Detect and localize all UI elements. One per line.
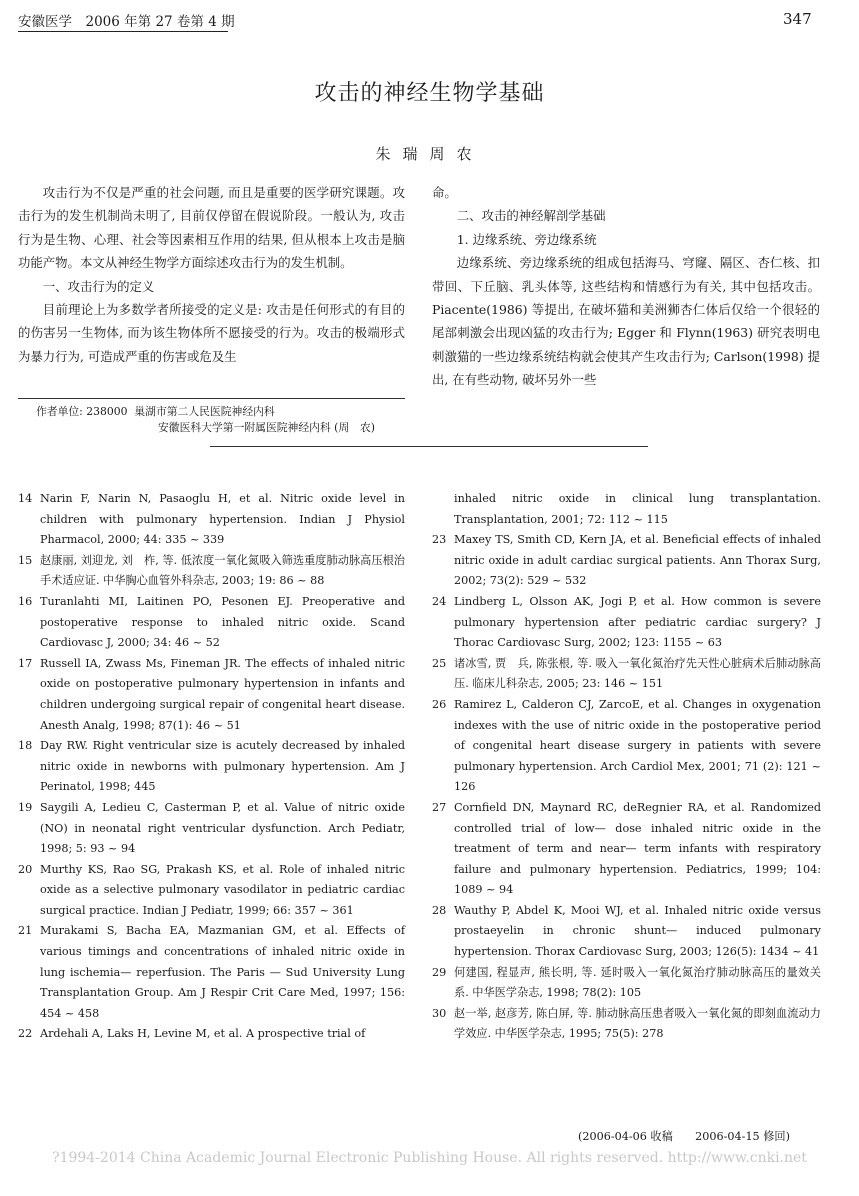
reference-number: 23 (432, 533, 447, 547)
article-authors: 朱瑞周农 (375, 145, 484, 163)
reference-item (18, 798, 405, 860)
body-left-column (18, 181, 405, 368)
reference-text: Cornfield DN, Maynard RC, deRegnier RA, et al. Randomized controlled trial of low— dose inhaled nitric oxide in the treatment of term and near— term infants with respiratory failure and pulmonary hypertension. Pediatrics, 1999; 104: 1089 ~ 94 (454, 800, 821, 897)
reference-number: 25 (432, 656, 447, 670)
reference-number: 27 (432, 800, 447, 814)
article-title: 攻击的神经生物学基础 (314, 81, 545, 106)
copyright-watermark: ?1994-2014 China Academic Journal Electronic Publishing House. All rights reserved. http://www.cnki.net (52, 1150, 807, 1166)
reference-item (18, 860, 405, 922)
reference-item (432, 901, 821, 963)
reference-text: 赵一举, 赵彦芳, 陈白屏, 等. 肺动脉高压患者吸入一氧化氮的即刻血流动力学效应. 中华医学杂志, 1995; 75(5): 278 (454, 1006, 821, 1041)
reference-number: 14 (18, 492, 33, 505)
reference-text: Saygili A, Ledieu C, Casterman P, et al. Value of nitric oxide (NO) in neonatal right ventricular dysfunction. Arch Pediatr, 1998; 5: 93 ~ 94 (40, 800, 405, 856)
reference-item (18, 489, 405, 551)
reference-number: 22 (18, 1027, 33, 1041)
body-paragraph-continued: 命。 (432, 185, 457, 200)
reference-text: Turanlahti MI, Laitinen PO, Pesonen EJ. Preoperative and postoperative response to inhaled nitric oxide. Scand Cardiovasc J, 2000; 34: 46 ~ 52 (40, 594, 405, 650)
reference-text: Murthy KS, Rao SG, Prakash KS, et al. Role of inhaled nitric oxide as a selective pulmonary vasodilator in pediatric cardiac surgical practice. Indian J Pediatr, 1999; 66: 357 ~ 361 (40, 862, 405, 917)
section-heading: 二、攻击的神经解剖学基础 (456, 208, 606, 224)
reference-text: Wauthy P, Abdel K, Mooi WJ, et al. Inhaled nitric oxide versus prostaeyelin in chronic shunt— induced pulmonary hypertension. Thorax Cardiovasc Surg, 2003; 126(5): 1434 ~ 41 (454, 903, 821, 959)
body-right-column (432, 181, 820, 392)
reference-number: 28 (432, 903, 447, 917)
header-rule (18, 31, 228, 32)
section-divider (210, 446, 648, 447)
reference-item (432, 530, 821, 592)
reference-number: 17 (18, 656, 33, 670)
affiliation-line: 安徽医科大学第一附属医院神经内科 (周 农) (158, 421, 375, 434)
affiliation-line: 巢湖市第二人民医院神经内科 (134, 405, 275, 418)
reference-text: Lindberg L, Olsson AK, Jogi P, et al. How common is severe pulmonary hypertension after pediatric cardiac surgery? J Thorac Cardiovasc Surg, 2002; 123: 1155 ~ 63 (454, 594, 821, 650)
reference-text: Narin F, Narin N, Pasaoglu H, et al. Nitric oxide level in children with pulmonary hypertension. Indian J Physiol Pharmacol, 2000; 44: 335 ~ 339 (40, 492, 405, 547)
received-dates: (2006-04-06 收稿 2006-04-15 修回) (578, 1130, 790, 1143)
reference-item (432, 1004, 821, 1045)
reference-text: 诸冰雪, 贾 兵, 陈张根, 等. 吸入一氧化氮治疗先天性心脏病术后肺动脉高压. 临床儿科杂志, 2005; 23: 146 ~ 151 (454, 656, 821, 691)
reference-text: 赵康丽, 刘迎龙, 刘 柞, 等. 低浓度一氧化氮吸入筛选重度肺动脉高压根治手术适应证. 中华胸心血管外科杂志, 2003; 19: 86 ~ 88 (40, 553, 405, 588)
reference-item (432, 654, 821, 695)
affiliation-label: 作者单位: 238000 (36, 405, 128, 418)
reference-number: 24 (432, 594, 447, 608)
affiliation-rule (18, 398, 405, 399)
section-heading: 一、攻击行为的定义 (42, 278, 155, 294)
reference-item (432, 489, 821, 530)
reference-text: Day RW. Right ventricular size is acutely decreased by inhaled nitric oxide in newborns with pulmonary hypertension. Am J Perinatol, 1998; 445 (40, 739, 405, 794)
reference-number: 30 (432, 1006, 447, 1020)
reference-text: Ardehali A, Laks H, Levine M, et al. A prospective trial of (40, 1027, 366, 1041)
reference-text: 何建国, 程显声, 熊长明, 等. 延时吸入一氧化氮治疗肺动脉高压的量效关系. 中华医学杂志, 1998; 78(2): 105 (454, 965, 821, 1000)
page-number: 347 (783, 10, 812, 28)
reference-text: Maxey TS, Smith CD, Kern JA, et al. Beneficial effects of inhaled nitric oxide in adult cardiac surgical patients. Ann Thorax Surg, 2002; 73(2): 529 ~ 532 (454, 533, 821, 588)
reference-number: 21 (18, 924, 33, 938)
reference-item (432, 798, 821, 901)
body-paragraph: 攻击行为不仅是严重的社会问题, 而且是重要的医学研究课题。攻击行为的发生机制尚未明了, 目前仅停留在假说阶段。一般认为, 攻击行为是生物、心理、社会等因素相互作用的结果, 但从根本上攻击是脑功能产物。本文从神经生物学方面综述攻击行为的发生机制。 (18, 185, 405, 271)
reference-item (18, 654, 405, 736)
reference-item (432, 963, 821, 1004)
reference-item (18, 921, 405, 1024)
journal-header: 安徽医学 2006 年第 27 卷第 4 期 (18, 14, 235, 30)
reference-number: 15 (18, 553, 33, 567)
reference-number: 26 (432, 697, 447, 711)
reference-number: 19 (18, 800, 33, 814)
reference-text: Murakami S, Bacha EA, Mazmanian GM, et al. Effects of various timings and concentrations of inhaled nitric oxide in lung ischemia— reperfusion. The Paris — Sud University Lung Transplantation Group. Am J Respir Crit Care Med, 1997; 156: 454 ~ 458 (40, 924, 405, 1020)
reference-item (18, 551, 405, 592)
reference-number: 16 (18, 594, 33, 608)
reference-item (18, 1024, 405, 1045)
references-left-column (18, 489, 405, 1045)
reference-text: Russell IA, Zwass Ms, Fineman JR. The effects of inhaled nitric oxide on postoperative pulmonary hypertension in infants and children undergoing surgical repair of congenital heart disease. Anesth Analg, 1998; 87(1): 46 ~ 51 (40, 656, 405, 732)
reference-text: Ramirez L, Calderon CJ, ZarcoE, et al. Changes in oxygenation indexes with the use of nitric oxide in the postoperative period of congenital heart disease surgery in patients with severe pulmonary hypertension. Arch Cardiol Mex, 2001; 71 (2): 121 ~ 126 (454, 697, 821, 794)
body-paragraph: 边缘系统、旁边缘系统的组成包括海马、穹窿、隔区、杏仁核、扣带回、下丘脑、乳头体等, 这些结构和情感行为有关, 其中包括攻击。Piacente(1986) 等提出, 在破坏猫和美洲狮杏仁体后仅给一个很轻的尾部刺激会出现凶猛的攻击行为; Egger 和 Flynn(1963) 研究表明电刺激猫的一些边缘系统结构就会使其产生攻击行为; Carlson(1998) 提出, 在有些动物, 破坏另外一些 (432, 255, 820, 388)
reference-number: 18 (18, 739, 33, 753)
references-right-column (432, 489, 821, 1045)
reference-number: 20 (18, 862, 33, 876)
reference-text: inhaled nitric oxide in clinical lung transplantation. Transplantation, 2001; 72: 112 ~ 115 (454, 492, 821, 526)
subsection-heading: 1. 边缘系统、旁边缘系统 (456, 231, 597, 247)
author-affiliation (36, 404, 375, 436)
reference-item (18, 736, 405, 798)
body-paragraph: 目前理论上为多数学者所接受的定义是: 攻击是任何形式的有目的的伤害另一生物体, 而为该生物体所不愿接受的行为。攻击的极端形式为暴力行为, 可造成严重的伤害或危及生 (18, 302, 405, 364)
reference-number: 29 (432, 965, 447, 979)
reference-item (432, 695, 821, 798)
reference-item (432, 592, 821, 654)
reference-item (18, 592, 405, 654)
